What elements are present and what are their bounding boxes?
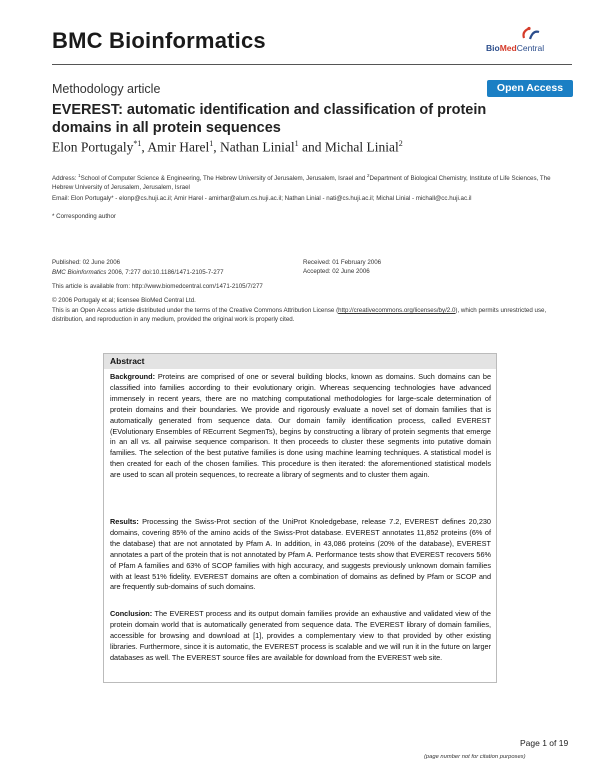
author-emails: Email: Elon Portugaly* - elonp@cs.huji.ac.il; Amir Harel - amirhar@alum.cs.huji.ac.il; Nathan Linial - nati@cs.huji.ac.il; Michal Linial - michall@cc.huji.ac.il (52, 195, 472, 202)
section-label: Results: (110, 517, 139, 526)
section-label: Background: (110, 372, 155, 381)
affiliation-mark: 1 (78, 173, 81, 178)
section-text: Processing the Swiss-Prot section of the UniProt Knoledgebase, release 7.2, EVEREST defines 20,230 domains, covering 85% of the amino acids of the Swiss-Prot database. EVEREST annotates 11,852 proteins (6% of the database) that are not annotated by Pfam A. In addition, in 43,086 proteins (20% of the database), EVEREST annotates a part of the protein that is not annotated by Pfam A. Performance tests show that EVEREST recovers 56% of Pfam A families and 63% of SCOP families with high accuracy, and suggests previously unknown domain families with at least 51% fidelity. EVEREST domains are often a combination of domains as defined by Pfam or SCOP and are frequently sub-domains of such domains. (110, 517, 491, 592)
journal-title: BMC Bioinformatics (52, 28, 266, 53)
author-list (52, 139, 403, 156)
article-type: Methodology article (52, 82, 161, 96)
author-name: Elon Portugaly (52, 139, 134, 155)
section-text: The EVEREST process and its output domain families provide an exhaustive and validated view of the protein domain world that is automatically generated from sequence data. The EVEREST library of domain families, accessible for browsing and download at [1], provides a complementary view to that provided by other existing libraries. Furthermore, since it is automatic, the EVEREST process is scalable and we will run it in the future on larger databases as well. The EVEREST source files are available for download from the EVEREST web site. (110, 609, 491, 662)
affiliation-mark: 2 (367, 173, 370, 178)
biomed-central-logo-icon (520, 26, 542, 42)
author-affiliation-mark: 1 (209, 139, 214, 148)
biomed-central-logo (486, 26, 566, 54)
author-name: , Nathan Linial (213, 139, 295, 155)
abstract-background (110, 372, 491, 481)
author-address (52, 171, 562, 192)
citation (52, 268, 224, 277)
logo-central-text: Central (516, 43, 545, 53)
author-affiliation-mark: *1 (133, 139, 142, 148)
author-name: , Amir Harel (141, 139, 210, 155)
copyright-notice: © 2006 Portugaly et al; licensee BioMed Central Ltd. (52, 297, 196, 304)
license-link[interactable]: http://creativecommons.org/licenses/by/2.0 (338, 307, 456, 314)
abstract-box (103, 353, 497, 683)
received-date: Received: 01 February 2006 (303, 259, 382, 266)
page-number-note: (page number not for citation purposes) (424, 754, 526, 760)
abstract-conclusion (110, 609, 491, 664)
citation-journal: BMC Bioinformatics (52, 269, 107, 276)
license-notice (52, 306, 552, 324)
page-number: Page 1 of 19 (520, 738, 569, 748)
published-date: Published: 02 June 2006 (52, 259, 121, 266)
abstract-results (110, 517, 491, 593)
open-access-badge: Open Access (487, 80, 573, 97)
author-name: and Michal Linial (298, 139, 399, 155)
header-divider (52, 64, 572, 65)
address-text: Department of Biological Chemistry, Institute of Life Sciences, The Hebrew University of Jerusalem, Jerusalem, Israel (52, 175, 551, 192)
corresponding-author-note: * Corresponding author (52, 213, 116, 220)
address-prefix: Address: (52, 175, 79, 183)
citation-details: 2006, 7:277 doi:10.1186/1471-2105-7-277 (106, 269, 224, 276)
section-label: Conclusion: (110, 609, 153, 618)
license-text: ), which permits unrestricted use, distribution, and reproduction in any medium, provided the original work is properly cited. (52, 307, 547, 323)
section-text: Proteins are comprised of one or several building blocks, known as domains. Such domains can be classified into families according to their evolutionary origin. Whereas sequencing technologies have advanced immensely in recent years, there are no matching computational methodologies for large-scale determination of protein domains and their boundaries. We provide and rigorously evaluate a novel set of domain families that is automatically generated from sequence data. Our domain family identification process, called EVEREST (EVolutionary Ensembles of REcurrent SegmenTs), begins by constructing a library of protein segments that emerge in an all vs. all pairwise sequence comparison. It then proceeds to cluster these segments into putative domain families. The selection of the best putative families is done using machine learning techniques. A statistical model is then created for each of the chosen families. This procedure is then iterated: the aforementioned statistical models are used to scan all protein sequences, to recreate a library of segments and to cluster them again. (110, 372, 491, 480)
paper-title: EVEREST: automatic identification and classification of protein domains in all protein sequences (52, 102, 487, 136)
article-url: This article is available from: http://www.biomedcentral.com/1471-2105/7/277 (52, 283, 263, 290)
author-affiliation-mark: 1 (294, 139, 299, 148)
abstract-heading: Abstract (104, 354, 496, 369)
address-text: School of Computer Science & Engineering, The Hebrew University of Jerusalem, Jerusalem, Israel and (80, 175, 368, 183)
logo-bio-text: Bio (486, 43, 500, 53)
accepted-date: Accepted: 02 June 2006 (303, 268, 370, 275)
license-text: This is an Open Access article distributed under the terms of the Creative Commons Attribution License ( (52, 307, 339, 314)
logo-med-text: Med (499, 43, 517, 53)
author-affiliation-mark: 2 (398, 139, 403, 148)
